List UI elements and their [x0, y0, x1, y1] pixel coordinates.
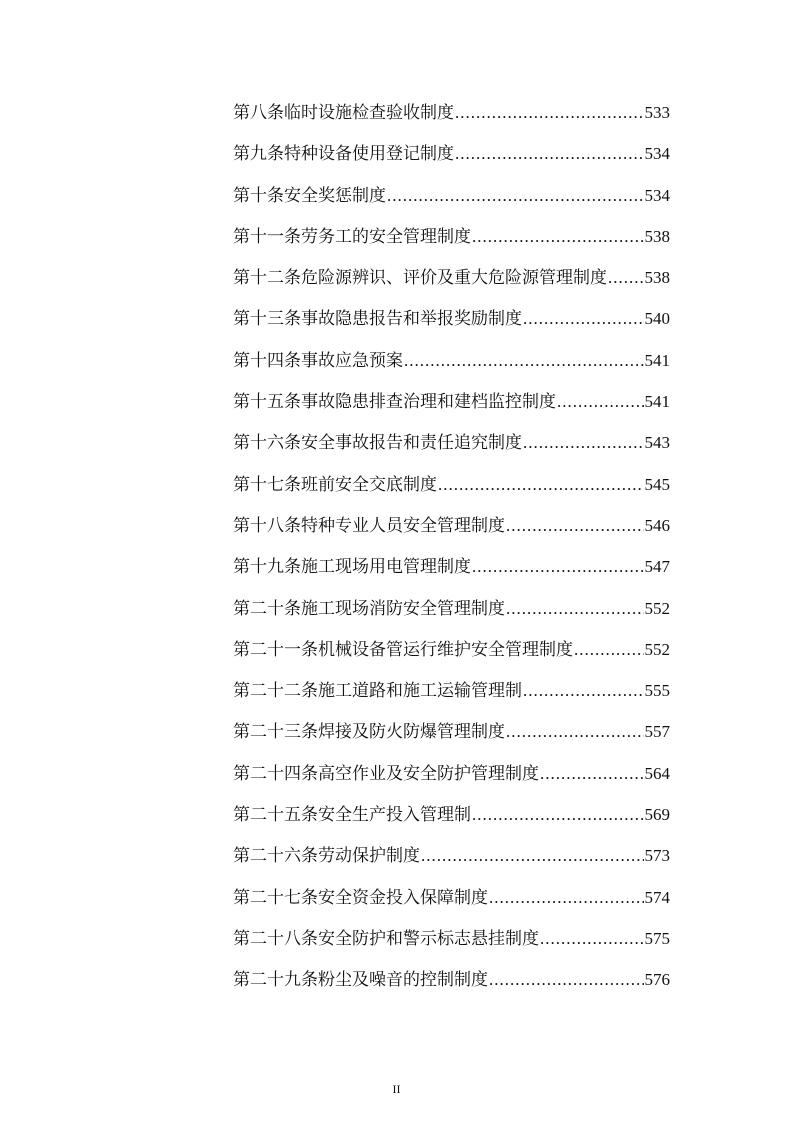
toc-entry[interactable]	[233, 918, 670, 959]
table-of-contents	[233, 92, 670, 1001]
toc-entry[interactable]	[233, 298, 670, 339]
toc-leader-dots	[506, 505, 644, 546]
toc-entry-title: 第十三条事故隐患报告和举报奖励制度	[233, 309, 522, 330]
toc-entry-page: 552	[644, 598, 670, 618]
toc-entry[interactable]	[233, 175, 670, 216]
toc-entry[interactable]	[233, 92, 670, 133]
toc-leader-dots	[523, 670, 644, 711]
toc-entry[interactable]	[233, 711, 670, 752]
toc-entry[interactable]	[233, 629, 670, 670]
toc-entry-page: 575	[644, 928, 670, 948]
toc-entry-title: 第十一条劳务工的安全管理制度	[233, 226, 471, 247]
toc-entry[interactable]	[233, 257, 670, 298]
toc-entry-title: 第十二条危险源辨识、评价及重大危险源管理制度	[233, 268, 607, 289]
toc-entry-page: 555	[644, 681, 670, 701]
toc-leader-dots	[489, 959, 644, 1000]
toc-entry-title: 第九条特种设备使用登记制度	[233, 144, 454, 165]
toc-entry-title: 第十八条特种专业人员安全管理制度	[233, 515, 505, 536]
toc-entry-page: 541	[644, 392, 670, 412]
toc-entry-page: 574	[644, 887, 670, 907]
toc-leader-dots	[438, 464, 644, 505]
toc-leader-dots	[472, 546, 644, 587]
toc-entry-title: 第二十七条安全资金投入保障制度	[233, 887, 488, 908]
toc-entry[interactable]	[233, 794, 670, 835]
toc-entry-page: 573	[644, 846, 670, 866]
toc-entry[interactable]	[233, 753, 670, 794]
toc-entry-title: 第十四条事故应急预案	[233, 350, 403, 371]
toc-leader-dots	[506, 588, 644, 629]
toc-leader-dots	[489, 877, 644, 918]
toc-entry[interactable]	[233, 133, 670, 174]
toc-entry-title: 第十五条事故隐患排查治理和建档监控制度	[233, 392, 556, 413]
toc-entry-page: 538	[644, 226, 670, 246]
toc-entry-page: 576	[644, 970, 670, 990]
toc-entry-title: 第十九条施工现场用电管理制度	[233, 557, 471, 578]
toc-entry[interactable]	[233, 670, 670, 711]
toc-entry-page: 569	[644, 805, 670, 825]
toc-entry-page: 547	[644, 557, 670, 577]
toc-entry[interactable]	[233, 959, 670, 1000]
toc-leader-dots	[421, 835, 644, 876]
toc-entry-title: 第二十条施工现场消防安全管理制度	[233, 598, 505, 619]
toc-leader-dots	[506, 711, 644, 752]
toc-entry-page: 543	[644, 433, 670, 453]
toc-entry-title: 第二十三条焊接及防火防爆管理制度	[233, 722, 505, 743]
toc-entry-page: 534	[644, 144, 670, 164]
toc-entry-title: 第二十八条安全防护和警示标志悬挂制度	[233, 928, 539, 949]
toc-entry[interactable]	[233, 464, 670, 505]
toc-entry-title: 第二十六条劳动保护制度	[233, 846, 420, 867]
toc-entry-title: 第二十九条粉尘及噪音的控制制度	[233, 970, 488, 991]
toc-entry-page: 552	[644, 639, 670, 659]
toc-entry-page: 545	[644, 474, 670, 494]
toc-entry-title: 第十六条安全事故报告和责任追究制度	[233, 433, 522, 454]
toc-leader-dots	[540, 918, 644, 959]
toc-entry[interactable]	[233, 877, 670, 918]
toc-entry[interactable]	[233, 216, 670, 257]
toc-leader-dots	[523, 298, 644, 339]
toc-entry-page: 557	[644, 722, 670, 742]
toc-entry-title: 第二十一条机械设备管运行维护安全管理制度	[233, 639, 573, 660]
toc-leader-dots	[455, 133, 644, 174]
toc-entry[interactable]	[233, 381, 670, 422]
toc-entry-page: 538	[644, 268, 670, 288]
toc-entry[interactable]	[233, 422, 670, 463]
toc-entry-title: 第八条临时设施检查验收制度	[233, 103, 454, 123]
toc-entry[interactable]	[233, 505, 670, 546]
toc-entry-page: 564	[644, 763, 670, 783]
toc-entry[interactable]	[233, 588, 670, 629]
toc-entry-page: 534	[644, 185, 670, 205]
toc-entry-title: 第二十五条安全生产投入管理制	[233, 805, 471, 826]
toc-leader-dots	[608, 257, 644, 298]
toc-entry-title: 第二十二条施工道路和施工运输管理制	[233, 681, 522, 702]
toc-entry-page: 533	[644, 103, 670, 122]
toc-entry-title: 第二十四条高空作业及安全防护管理制度	[233, 763, 539, 784]
toc-leader-dots	[557, 381, 644, 422]
page-number: II	[392, 1082, 401, 1096]
toc-leader-dots	[540, 753, 644, 794]
toc-entry[interactable]	[233, 546, 670, 587]
toc-entry[interactable]	[233, 340, 670, 381]
toc-leader-dots	[455, 92, 644, 133]
toc-entry-page: 546	[644, 515, 670, 535]
toc-leader-dots	[472, 216, 644, 257]
toc-leader-dots	[404, 340, 644, 381]
toc-leader-dots	[523, 422, 644, 463]
toc-entry-title: 第十七条班前安全交底制度	[233, 474, 437, 495]
toc-entry-page: 540	[644, 309, 670, 329]
toc-leader-dots	[574, 629, 644, 670]
toc-entry[interactable]	[233, 835, 670, 876]
toc-entry-title: 第十条安全奖惩制度	[233, 185, 386, 206]
toc-entry-page: 541	[644, 350, 670, 370]
toc-leader-dots	[472, 794, 644, 835]
toc-leader-dots	[387, 175, 644, 216]
